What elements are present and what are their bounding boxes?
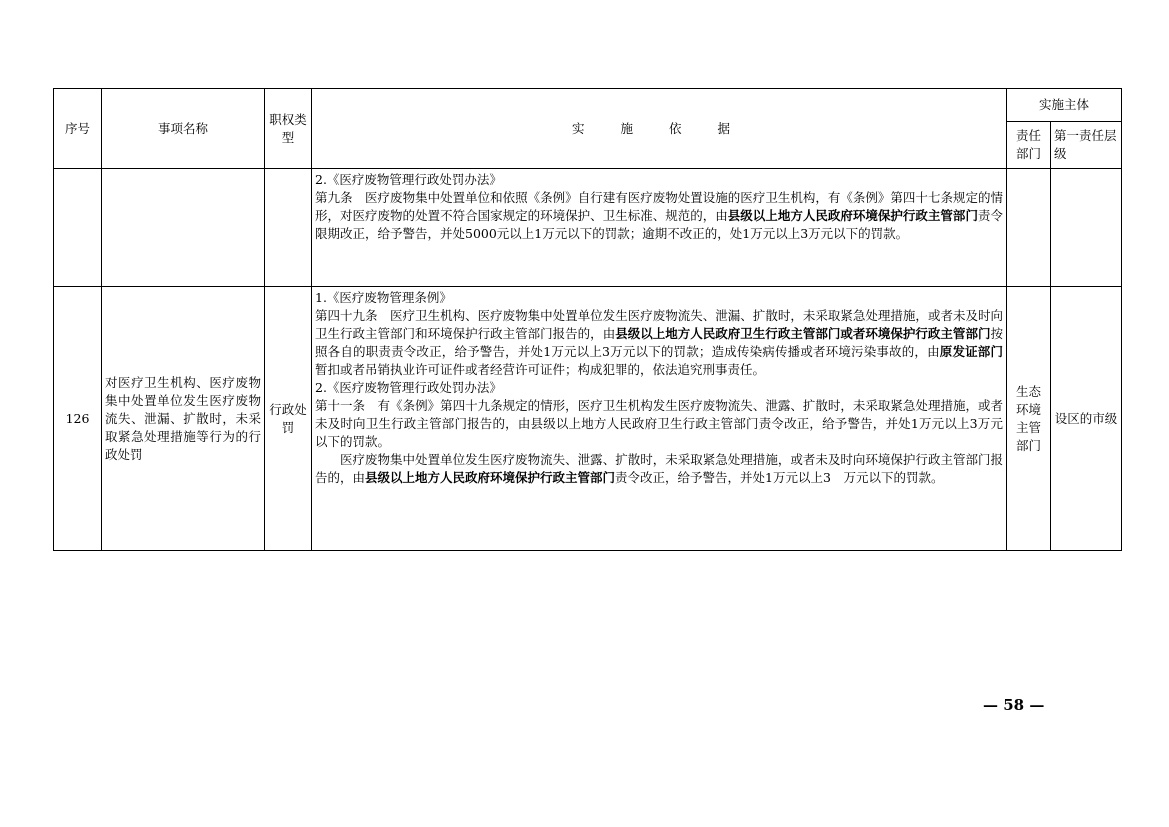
authority-highlight: 县级以上地方人民政府卫生行政主管部门或者环境保护行政主管部门 <box>615 326 991 341</box>
table-row <box>54 287 1122 551</box>
basis-article: 第十一条 有《条例》第四十九条规定的情形，医疗卫生机构发生医疗废物流失、泄露、扩散时，未采取紧急处理措施，或者未及时向卫生行政主管部门报告的，由县级以上地方人民政府卫生行政主管部门责令改正，给予警告，并处1万元以上3万元以下的罚款。 <box>315 398 1003 449</box>
basis-article: 医疗废物集中处置单位发生医疗废物流失、泄露、扩散时，未采取紧急处理措施，或者未及时向环境保护行政主管部门报告的，由县级以上地方人民政府环境保护行政主管部门责令改正，给予警告，并处1万元以上3 万元以下的罚款。 <box>315 452 1003 485</box>
row-item-name <box>102 169 265 287</box>
header-basis: 实 施 依 据 <box>312 89 1007 169</box>
row-item-name: 对医疗卫生机构、医疗废物集中处置单位发生医疗废物流失、泄漏、扩散时，未采取紧急处理措施等行为的行政处罚 <box>102 287 265 551</box>
authority-highlight: 县级以上地方人民政府环境保护行政主管部门 <box>365 470 616 485</box>
header-first-level: 第一责任层级 <box>1051 122 1122 169</box>
header-resp-dept: 责任部门 <box>1007 122 1051 169</box>
header-impl-subject: 实施主体 <box>1007 89 1122 122</box>
row-basis <box>312 169 1007 287</box>
row-seq: 126 <box>54 287 102 551</box>
authority-highlight: 原发证部门 <box>939 344 1003 359</box>
row-first-level <box>1051 169 1122 287</box>
row-power-type: 行政处罚 <box>265 287 312 551</box>
basis-source-title: 2.《医疗废物管理行政处罚办法》 <box>315 172 502 187</box>
header-power-type: 职权类型 <box>265 89 312 169</box>
basis-article: 第九条 医疗废物集中处置单位和依照《条例》自行建有医疗废物处置设施的医疗卫生机构，有《条例》第四十七条规定的情形，对医疗废物的处置不符合国家规定的环境保护、卫生标准、规范的，由县级以上地方人民政府环境保护行政主管部门责令限期改正，给予警告，并处5000元以上1万元以下的罚款；逾期不改正的，处1万元以上3万元以下的罚款。 <box>315 190 1003 241</box>
row-first-level: 设区的市级 <box>1051 287 1122 551</box>
header-row-1 <box>54 89 1122 122</box>
row-basis <box>312 287 1007 551</box>
basis-source-title: 1.《医疗废物管理条例》 <box>315 290 452 305</box>
header-seq: 序号 <box>54 89 102 169</box>
row-seq <box>54 169 102 287</box>
row-resp-dept: 生态环境主管部门 <box>1007 287 1051 551</box>
header-item-name: 事项名称 <box>102 89 265 169</box>
basis-article: 第四十九条 医疗卫生机构、医疗废物集中处置单位发生医疗废物流失、泄漏、扩散时，未采取紧急处理措施，或者未及时向卫生行政主管部门和环境保护行政主管部门报告的，由县级以上地方人民政府卫生行政主管部门或者环境保护行政主管部门按照各自的职责责令改正，给予警告，并处1万元以上3万元以下的罚款；造成传染病传播或者环境污染事故的，由原发证部门暂扣或者吊销执业许可证件或者经营许可证件；构成犯罪的，依法追究刑事责任。 <box>315 308 1003 377</box>
enforcement-table <box>53 88 1122 551</box>
row-power-type <box>265 169 312 287</box>
page-number: — 58 — <box>983 696 1045 714</box>
authority-highlight: 县级以上地方人民政府环境保护行政主管部门 <box>727 208 978 223</box>
basis-source-title: 2.《医疗废物管理行政处罚办法》 <box>315 380 502 395</box>
row-resp-dept <box>1007 169 1051 287</box>
table-row <box>54 169 1122 287</box>
